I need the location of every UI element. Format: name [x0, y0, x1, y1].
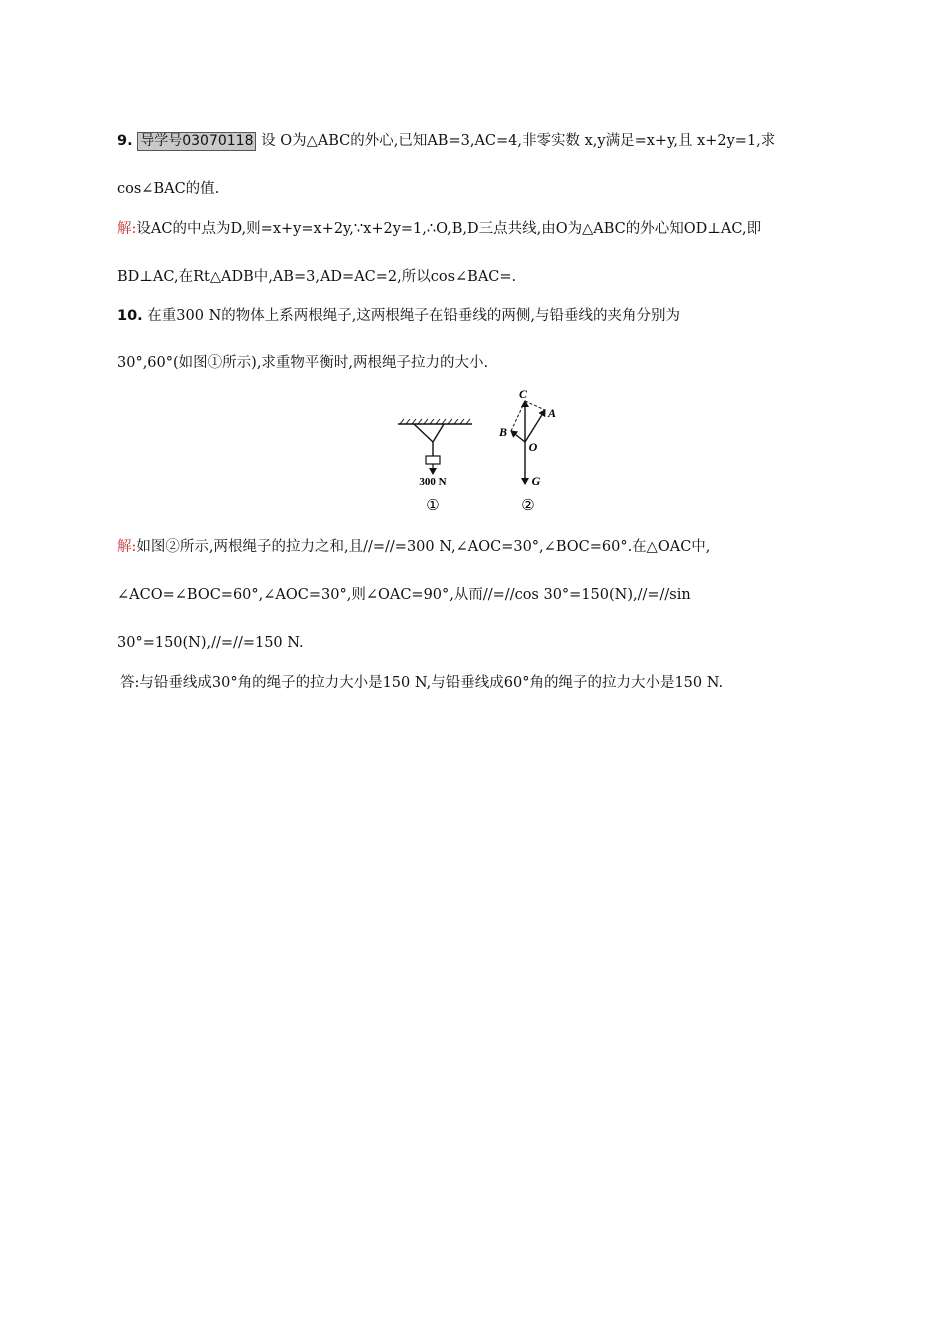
question-9-line-2 — [117, 179, 219, 199]
solution-text: BD⊥AC,在Rt△ADB中,AB=3,AD=AC=2,所以cos∠BAC=. — [117, 269, 517, 285]
question-10-line-2 — [117, 353, 488, 373]
vector-ob — [511, 431, 525, 442]
question-text: 30°,60°(如图①所示),求重物平衡时,两根绳子拉力的大小. — [117, 355, 489, 371]
question-text: cos∠BAC的值. — [117, 181, 220, 197]
figure-1-caption: ① — [426, 498, 440, 514]
solution-text: 设AC的中点为D,则=x+y=x+2y,∵x+2y=1,∴O,B,D三点共线,由O为△ABC的外心知OD⊥AC,即 — [136, 221, 762, 237]
label-c: C — [518, 387, 528, 401]
figure-1 — [398, 419, 472, 514]
dashed-ca — [525, 401, 545, 410]
solution-10-line-3 — [117, 633, 304, 653]
question-number: 9. — [117, 133, 133, 149]
solution-text: ∠ACO=∠BOC=60°,∠AOC=30°,则∠OAC=90°,从而//=//cos 30°=150(N),//=//sin — [117, 587, 691, 603]
solution-text: 30°=150(N),//=//=150 N. — [117, 635, 304, 651]
label-g: G — [531, 474, 541, 488]
question-9-line-1 — [117, 131, 775, 151]
solution-label: 解: — [117, 539, 137, 555]
guide-tag[interactable]: 导学号03070118 — [137, 132, 256, 151]
solution-text: 如图②所示,两根绳子的拉力之和,且//=//=300 N,∠AOC=30°,∠BOC=60°.在△OAC中, — [136, 539, 711, 555]
label-o: O — [528, 440, 538, 454]
solution-9-line-2 — [117, 267, 516, 287]
weight-block — [426, 456, 440, 464]
force-diagram — [390, 384, 590, 516]
answer-line — [120, 673, 723, 693]
label-a: A — [547, 406, 557, 420]
figure-2 — [498, 387, 556, 514]
label-b: B — [498, 425, 508, 439]
figure-2-caption: ② — [521, 498, 535, 514]
vector-oa — [525, 410, 545, 442]
question-text: 在重300 N的物体上系两根绳子,这两根绳子在铅垂线的两侧,与铅垂线的夹角分别为 — [147, 308, 680, 324]
dashed-cb — [511, 401, 525, 431]
solution-10-line-1 — [117, 537, 710, 557]
rope-left — [414, 424, 433, 442]
question-10-line-1 — [117, 306, 680, 326]
solution-9-line-1 — [117, 219, 761, 239]
weight-label: 300 N — [419, 476, 447, 488]
solution-10-line-2 — [117, 585, 691, 605]
answer-text: 答:与铅垂线成30°角的绳子的拉力大小是150 N,与铅垂线成60°角的绳子的拉力大小是150 N. — [120, 675, 724, 691]
solution-label: 解: — [117, 221, 137, 237]
question-text: 设 O为△ABC的外心,已知AB=3,AC=4,非零实数 x,y满足=x+y,且 x+2y=1,求 — [261, 133, 776, 149]
rope-right — [433, 424, 444, 442]
question-number: 10. — [117, 308, 143, 324]
